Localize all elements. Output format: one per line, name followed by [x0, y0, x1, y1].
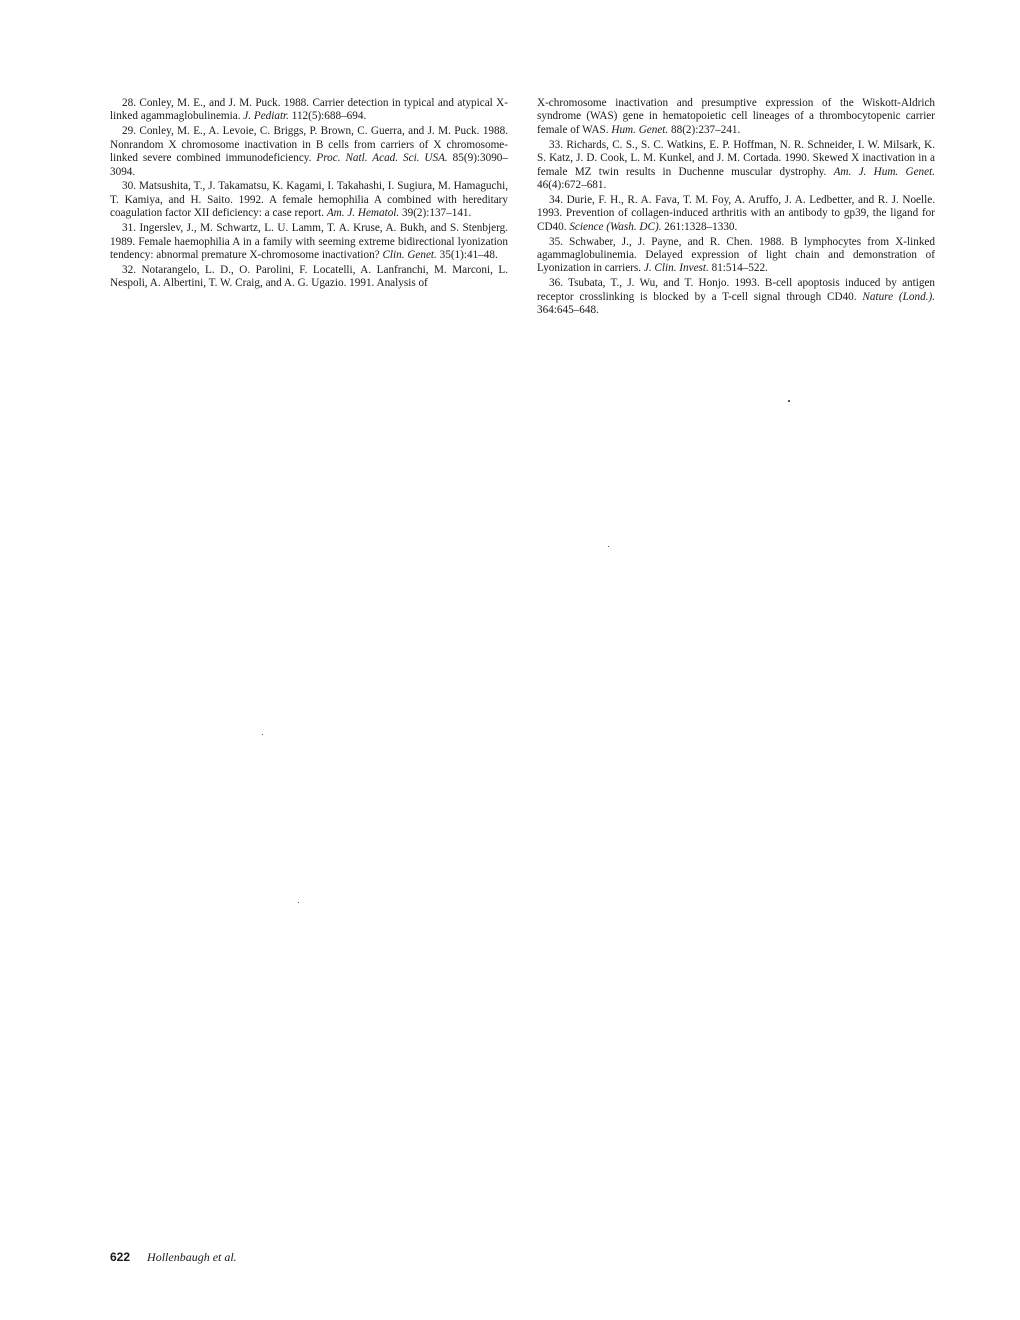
journal-title: Science (Wash. DC).	[569, 220, 662, 233]
reference-32: 32. Notarangelo, L. D., O. Parolini, F. Locatelli, A. Lanfranchi, M. Marconi, L. Nespoli, A. Albertini, T. W. Craig, and A. G. Ugazio. 1991. Analysis of	[110, 263, 508, 290]
references-right-column	[537, 97, 935, 319]
journal-title: Am. J. Hematol.	[326, 207, 400, 220]
page-footer	[110, 1250, 237, 1265]
scan-speck	[262, 734, 263, 735]
journal-title: Clin. Genet.	[382, 248, 437, 261]
reference-34: 34. Durie, F. H., R. A. Fava, T. M. Foy, A. Aruffo, J. A. Ledbetter, and R. J. Noelle. 1993. Prevention of collagen-induced arthritis with an antibody to gp39, the ligand for CD40. Science (Wash. DC). 261:1328–1330.	[537, 193, 935, 233]
reference-33: 33. Richards, C. S., S. C. Watkins, E. P. Hoffman, N. R. Schneider, I. W. Milsark, K. S. Katz, J. D. Cook, L. M. Kunkel, and J. M. Cortada. 1990. Skewed X inactivation in a female MZ twin results in Duchenne muscular dystrophy. Am. J. Hum. Genet. 46(4):672–681.	[537, 138, 935, 191]
scan-speck	[788, 400, 790, 402]
reference-32-continued: X-chromosome inactivation and presumptive expression of the Wiskott-Aldrich syndrome (WAS) gene in hematopoietic cell lineages of a thrombocytopenic carrier female of WAS. Hum. Genet. 88(2):237–241.	[537, 97, 935, 136]
journal-title: Am. J. Hum. Genet.	[833, 165, 935, 178]
scan-speck	[608, 546, 609, 547]
reference-29: 29. Conley, M. E., A. Levoie, C. Briggs, P. Brown, C. Guerra, and J. M. Puck. 1988. Nonrandom X chromosome inactivation in B cells from carriers of X chromosome-linked severe combined immunodeficiency. Proc. Natl. Acad. Sci. USA. 85(9):3090–3094.	[110, 125, 508, 178]
references-left-column	[110, 97, 508, 292]
journal-title: J. Clin. Invest.	[643, 262, 709, 275]
reference-35: 35. Schwaber, J., J. Payne, and R. Chen. 1988. B lymphocytes from X-linked agammaglobulinemia. Delayed expression of light chain and demonstration of Lyonization in carriers. J. Clin. Invest. 81:514–522.	[537, 235, 935, 275]
running-head: Hollenbaugh et al.	[147, 1250, 237, 1264]
journal-title: Hum. Genet.	[611, 123, 669, 136]
journal-title: Proc. Natl. Acad. Sci. USA.	[316, 152, 448, 165]
page-number: 622	[110, 1250, 131, 1264]
scan-speck	[298, 902, 299, 903]
reference-30: 30. Matsushita, T., J. Takamatsu, K. Kagami, I. Takahashi, I. Sugiura, M. Hamaguchi, T. Kamiya, and H. Saito. 1992. A female hemophilia A combined with hereditary coagulation factor XII deficiency: a case report. Am. J. Hematol. 39(2):137–141.	[110, 180, 508, 220]
reference-36: 36. Tsubata, T., J. Wu, and T. Honjo. 1993. B-cell apoptosis induced by antigen receptor crosslinking is blocked by a T-cell signal through CD40. Nature (Lond.). 364:645–648.	[537, 277, 935, 317]
reference-28: 28. Conley, M. E., and J. M. Puck. 1988. Carrier detection in typical and atypical X-linked agammaglobulinemia. J. Pediatr. 112(5):688–694.	[110, 97, 508, 123]
reference-31: 31. Ingerslev, J., M. Schwartz, L. U. Lamm, T. A. Kruse, A. Bukh, and S. Stenbjerg. 1989. Female haemophilia A in a family with seeming extreme bidirectional lyonization tendency: abnormal premature X-chromosome inactivation? Clin. Genet. 35(1):41–48.	[110, 222, 508, 261]
journal-title: Nature (Lond.).	[862, 290, 935, 303]
journal-title: J. Pediatr.	[243, 110, 289, 123]
